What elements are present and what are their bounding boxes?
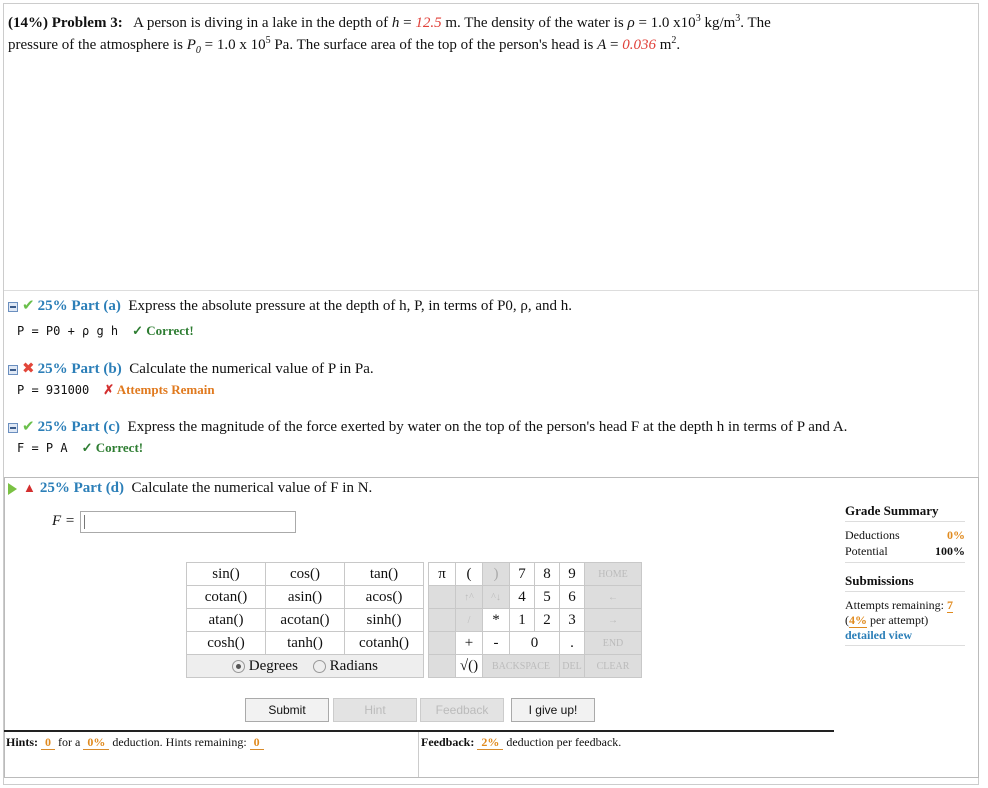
divider	[845, 521, 965, 522]
equals: =	[399, 15, 416, 31]
divider	[845, 645, 965, 646]
f-label: F =	[52, 513, 76, 529]
part-d-percent: 25% Part (d)	[39, 480, 125, 496]
potential-row	[845, 544, 965, 560]
degrees-label: Degrees	[248, 657, 298, 674]
hints-count: 0	[41, 735, 55, 750]
key-backspace[interactable]: BACKSPACE	[483, 655, 560, 678]
fn-acotan[interactable]: acotan()	[266, 609, 345, 632]
key-plus[interactable]: +	[456, 632, 483, 655]
part-c-status: ✓ Correct!	[81, 440, 144, 455]
key-home[interactable]: HOME	[585, 563, 642, 586]
fn-tanh[interactable]: tanh()	[266, 632, 345, 655]
key-mul[interactable]: *	[483, 609, 510, 632]
key-3[interactable]: 3	[560, 609, 585, 632]
problem-text: m. The density of the water is	[441, 15, 628, 31]
key-div[interactable]: /	[456, 609, 483, 632]
divider	[418, 732, 419, 777]
submit-button[interactable]: Submit	[245, 698, 329, 722]
hints-remaining: 0	[250, 735, 264, 750]
rho-exponent: 3	[695, 13, 701, 24]
collapse-icon[interactable]	[8, 302, 18, 312]
key-pi[interactable]: π	[429, 563, 456, 586]
hints-text: deduction. Hints remaining:	[112, 735, 247, 749]
key-rparen[interactable]: )	[483, 563, 510, 586]
part-b-prompt: Calculate the numerical value of P in Pa.	[129, 361, 374, 377]
fn-cotan[interactable]: cotan()	[187, 586, 266, 609]
detailed-view-link[interactable]: detailed view	[845, 628, 912, 642]
part-a-prompt: Express the absolute pressure at the depth of h, P, in terms of P0, ρ, and h.	[128, 298, 573, 314]
p0-subscript: 0	[195, 45, 201, 56]
part-b-status-text: Attempts Remain	[116, 382, 215, 397]
key-2[interactable]: 2	[535, 609, 560, 632]
deductions-row	[845, 528, 965, 544]
divider	[845, 591, 965, 592]
grade-summary-title: Grade Summary	[845, 503, 939, 518]
key-minus[interactable]: -	[483, 632, 510, 655]
key-0[interactable]: 0	[510, 632, 560, 655]
key-right[interactable]: →	[585, 609, 642, 632]
feedback-label: Feedback:	[421, 735, 475, 749]
cross-icon: ✖	[22, 361, 35, 377]
h-symbol: h	[391, 15, 400, 31]
fn-tan[interactable]: tan()	[345, 563, 424, 586]
key-empty	[429, 609, 456, 632]
key-empty	[429, 586, 456, 609]
fn-acos[interactable]: acos()	[345, 586, 424, 609]
divider	[845, 562, 965, 563]
part-c-header[interactable]	[8, 417, 847, 436]
problem-line-1	[8, 12, 968, 34]
degrees-radio[interactable]	[232, 660, 245, 673]
divider	[4, 290, 978, 291]
key-del[interactable]: DEL	[560, 655, 585, 678]
fn-sin[interactable]: sin()	[187, 563, 266, 586]
attempts-remaining	[845, 598, 965, 613]
radians-radio[interactable]	[313, 660, 326, 673]
x-icon: ✗	[103, 382, 115, 397]
hints-bar	[6, 735, 264, 750]
part-b-header[interactable]	[8, 359, 374, 378]
check-icon: ✔	[22, 419, 35, 435]
hint-button[interactable]: Hint	[333, 698, 417, 722]
play-icon	[8, 483, 17, 495]
part-c-percent: 25% Part (c)	[37, 419, 121, 435]
hints-text: for a	[58, 735, 81, 749]
a-symbol: A	[597, 37, 607, 53]
fn-asin[interactable]: asin()	[266, 586, 345, 609]
function-keypad	[186, 562, 424, 678]
key-empty	[429, 655, 456, 678]
problem-text: pressure of the atmosphere is	[8, 37, 187, 53]
unit: kg/m	[700, 15, 736, 31]
fn-atan[interactable]: atan()	[187, 609, 266, 632]
part-c-answer-row	[17, 440, 143, 456]
key-8[interactable]: 8	[535, 563, 560, 586]
hints-label: Hints:	[6, 735, 39, 749]
key-9[interactable]: 9	[560, 563, 585, 586]
part-b-percent: 25% Part (b)	[37, 361, 122, 377]
radians-label: Radians	[329, 657, 378, 674]
key-down[interactable]: ^↓	[483, 586, 510, 609]
give-up-button[interactable]: I give up!	[511, 698, 595, 722]
equals: =	[606, 37, 623, 53]
key-lparen[interactable]: (	[456, 563, 483, 586]
part-a-header[interactable]	[8, 296, 572, 315]
rho-symbol: ρ	[627, 15, 635, 31]
part-a-percent: 25% Part (a)	[37, 298, 121, 314]
part-b-status	[103, 382, 214, 397]
feedback-button[interactable]: Feedback	[420, 698, 504, 722]
a-value: 0.036	[622, 37, 656, 53]
key-end[interactable]: END	[585, 632, 642, 655]
text-cursor	[84, 515, 85, 529]
answer-input[interactable]	[80, 511, 296, 533]
potential-label: Potential	[845, 544, 888, 558]
p0-exponent: 5	[265, 35, 271, 46]
key-empty	[429, 632, 456, 655]
problem-line-2	[8, 34, 968, 56]
problem-text: A person is diving in a lake in the depth of	[133, 15, 389, 31]
submissions-title: Submissions	[845, 573, 914, 588]
problem-statement	[8, 12, 968, 56]
key-sqrt[interactable]: √()	[456, 655, 483, 678]
part-d-prompt: Calculate the numerical value of F in N.	[131, 480, 373, 496]
h-value: 12.5	[415, 15, 442, 31]
fn-cotanh[interactable]: cotanh()	[345, 632, 424, 655]
part-b-answer: P = 931000	[17, 383, 90, 397]
p0-value: = 1.0 x 10	[200, 37, 266, 53]
deductions-value: 0%	[947, 528, 965, 542]
feedback-text: deduction per feedback.	[506, 735, 622, 749]
unit: m	[655, 37, 672, 53]
collapse-icon[interactable]	[8, 365, 18, 375]
per-attempt-text: per attempt)	[870, 613, 929, 627]
feedback-deduction: 2%	[477, 735, 503, 750]
part-a-answer-row	[17, 323, 194, 339]
check-icon: ✔	[22, 298, 35, 314]
part-a-answer: P = P0 + ρ g h	[17, 324, 119, 338]
attempts-value: 7	[946, 598, 953, 612]
fn-sinh[interactable]: sinh()	[345, 609, 424, 632]
collapse-icon[interactable]	[8, 423, 18, 433]
key-1[interactable]: 1	[510, 609, 535, 632]
key-clear[interactable]: CLEAR	[585, 655, 642, 678]
key-up[interactable]: ↑^	[456, 586, 483, 609]
fn-cosh[interactable]: cosh()	[187, 632, 266, 655]
unit-exponent: 2	[671, 35, 677, 46]
fn-cos[interactable]: cos()	[266, 563, 345, 586]
hints-deduction: 0%	[83, 735, 109, 750]
part-c-answer: F = P A	[17, 441, 68, 455]
part-a-status: ✓ Correct!	[132, 323, 194, 338]
potential-value: 100%	[935, 544, 965, 558]
rho-value: = 1.0 x10	[634, 15, 696, 31]
p0-symbol: P	[186, 37, 196, 53]
attempts-label: Attempts remaining:	[845, 598, 944, 612]
grade-summary	[845, 503, 965, 652]
key-dot[interactable]: .	[560, 632, 585, 655]
unit-exponent: 3	[735, 13, 741, 24]
key-4[interactable]: 4	[510, 586, 535, 609]
per-attempt-value: 4%	[849, 613, 867, 627]
problem-label: (14%) Problem 3:	[8, 15, 123, 31]
key-7[interactable]: 7	[510, 563, 535, 586]
divider	[4, 730, 834, 732]
key-6[interactable]: 6	[560, 586, 585, 609]
part-c-prompt: Express the magnitude of the force exerted by water on the top of the person's head F at the depth h in terms of P and A.	[127, 419, 848, 435]
part-d-header	[8, 480, 372, 497]
problem-text: . The	[740, 15, 771, 31]
part-b-answer-row	[17, 382, 215, 398]
warning-icon: ▲	[23, 480, 36, 495]
number-keypad	[428, 562, 642, 678]
per-attempt: (4% per attempt)	[845, 613, 929, 627]
problem-text: Pa. The surface area of the top of the person's head is	[270, 37, 598, 53]
key-left[interactable]: ←	[585, 586, 642, 609]
problem-text: .	[676, 37, 681, 53]
angle-mode	[187, 655, 424, 678]
key-5[interactable]: 5	[535, 586, 560, 609]
feedback-bar	[421, 735, 621, 750]
deductions-label: Deductions	[845, 528, 900, 542]
